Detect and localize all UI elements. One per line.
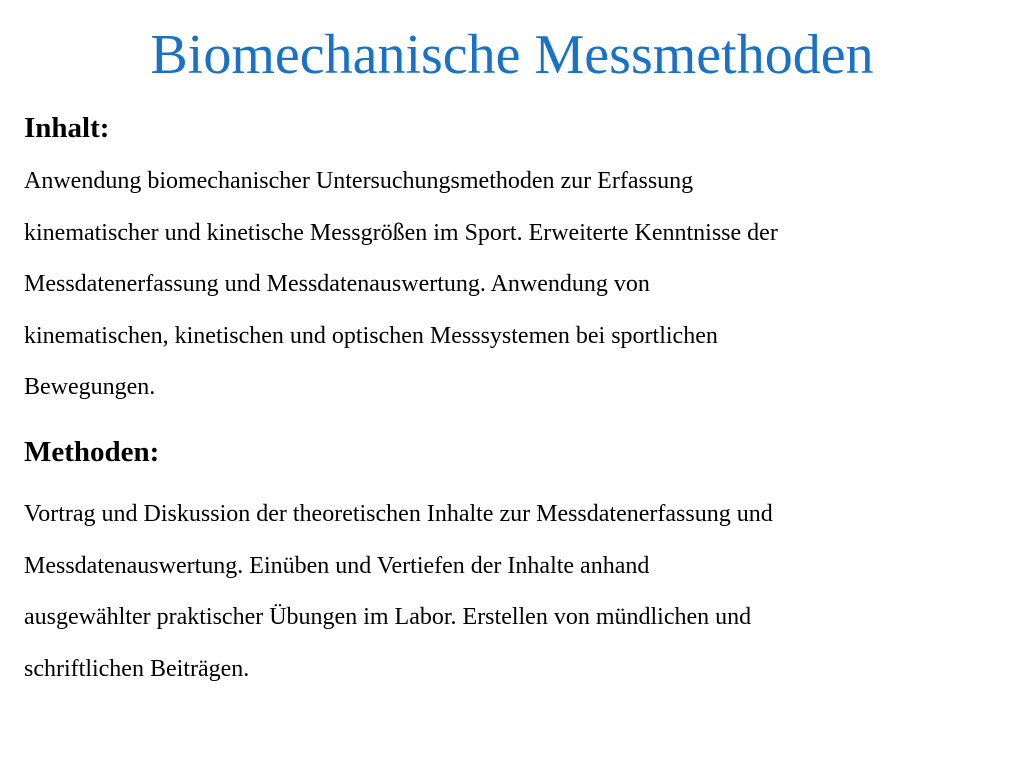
body-line: Vortrag und Diskussion der theoretischen Inhalte zur Messdatenerfassung und	[24, 501, 773, 527]
body-line: Messdatenauswertung. Einüben und Vertiefen der Inhalte anhand	[24, 552, 650, 579]
body-line: ausgewählter praktischer Übungen im Labor. Erstellen von mündlichen und	[24, 604, 752, 630]
section-body-methoden	[24, 489, 984, 695]
body-line: schriftlichen Beiträgen.	[24, 655, 250, 682]
section-heading-methoden: Methoden:	[24, 436, 160, 468]
body-line: Messdatenerfassung und Messdatenauswertung. Anwendung von	[24, 271, 650, 297]
body-line: Bewegungen.	[24, 374, 156, 400]
body-line: kinematischen, kinetischen und optischen Messsystemen bei sportlichen	[24, 322, 718, 349]
body-line: Anwendung biomechanischer Untersuchungsmethoden zur Erfassung	[24, 168, 694, 194]
section-heading-inhalt: Inhalt:	[24, 112, 110, 144]
body-line: kinematischer und kinetische Messgrößen im Sport. Erweiterte Kenntnisse der	[24, 219, 778, 246]
section-body-inhalt	[24, 156, 984, 414]
slide-title: Biomechanische Messmethoden	[150, 24, 874, 86]
